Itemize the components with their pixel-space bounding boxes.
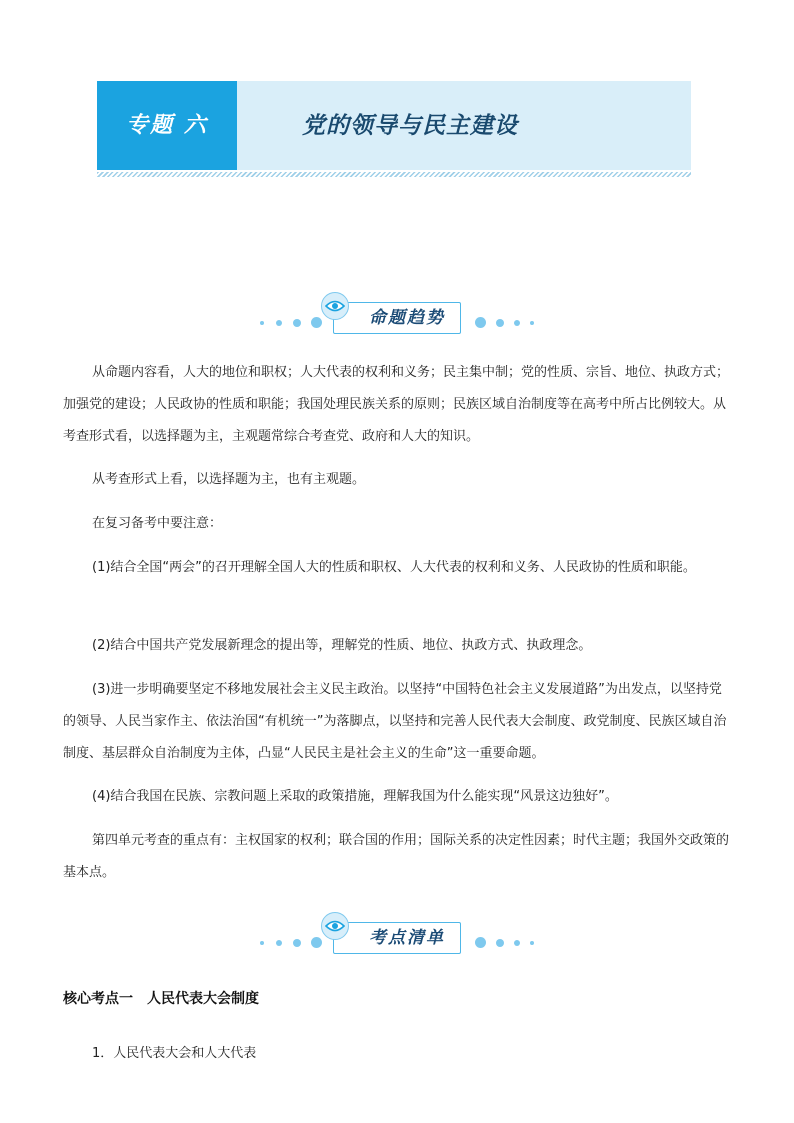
decor-dot	[475, 317, 486, 328]
topic-banner	[97, 81, 691, 170]
topic-number-tag: 专题 六	[97, 81, 237, 170]
trend-paragraph: (2)结合中国共产党发展新理念的提出等，理解党的性质、地位、执政方式、执政理念。	[92, 638, 592, 653]
section-header-trend	[240, 294, 540, 344]
trend-paragraph: 在复习备考中要注意：	[92, 516, 223, 531]
decor-dot	[260, 321, 264, 325]
eye-icon	[321, 912, 349, 940]
core-point-subheading: 1．人民代表大会和人大代表	[92, 1046, 257, 1061]
decor-dot	[293, 319, 301, 327]
trend-paragraph: (1)结合全国“两会”的召开理解全国人大的性质和职权、人大代表的权利和义务、人民政协的性质和职能。	[92, 560, 696, 575]
trend-paragraph: (4)结合我国在民族、宗教问题上采取的政策措施，理解我国为什么能实现“风景这边独好”。	[92, 789, 618, 804]
topic-title: 党的领导与民主建设	[302, 112, 518, 139]
decor-dot	[475, 937, 486, 948]
decor-dot	[530, 941, 534, 945]
banner-divider	[97, 172, 691, 177]
section-title: 命题趋势	[369, 308, 445, 328]
trend-paragraph: (3)进一步明确要坚定不移地发展社会主义民主政治。以坚持“中国特色社会主义发展道路”为出发点，以坚持党的领导、人民当家作主、依法治国“有机统一”为落脚点，以坚持和完善人民代表大会制度、政党制度、民族区域自治制度、基层群众自治制度为主体，凸显“人民民主是社会主义的生命”这一重要命题。	[63, 682, 727, 761]
decor-dot	[496, 319, 504, 327]
decor-dot	[276, 320, 282, 326]
decor-dot	[514, 940, 520, 946]
decor-dot	[530, 321, 534, 325]
trend-paragraph: 从命题内容看，人大的地位和职权；人大代表的权利和义务；民主集中制；党的性质、宗旨、地位、执政方式；加强党的建设；人民政协的性质和职能；我国处理民族关系的原则；民族区域自治制度等在高考中所占比例较大。从考查形式看，以选择题为主，主观题常综合考查党、政府和人大的知识。	[63, 365, 730, 444]
decor-dot	[514, 320, 520, 326]
trend-paragraph: 第四单元考查的重点有：主权国家的权利；联合国的作用；国际关系的决定性因素；时代主题；我国外交政策的基本点。	[63, 833, 730, 880]
decor-dot	[293, 939, 301, 947]
decor-dot	[311, 317, 322, 328]
decor-dot	[496, 939, 504, 947]
section-title: 考点清单	[369, 928, 445, 948]
section-header-list	[240, 914, 540, 964]
eye-icon	[321, 292, 349, 320]
decor-dot	[311, 937, 322, 948]
core-point-heading: 核心考点一 人民代表大会制度	[63, 991, 259, 1007]
decor-dot	[260, 941, 264, 945]
trend-paragraph: 从考查形式上看，以选择题为主，也有主观题。	[92, 472, 366, 487]
decor-dot	[276, 940, 282, 946]
